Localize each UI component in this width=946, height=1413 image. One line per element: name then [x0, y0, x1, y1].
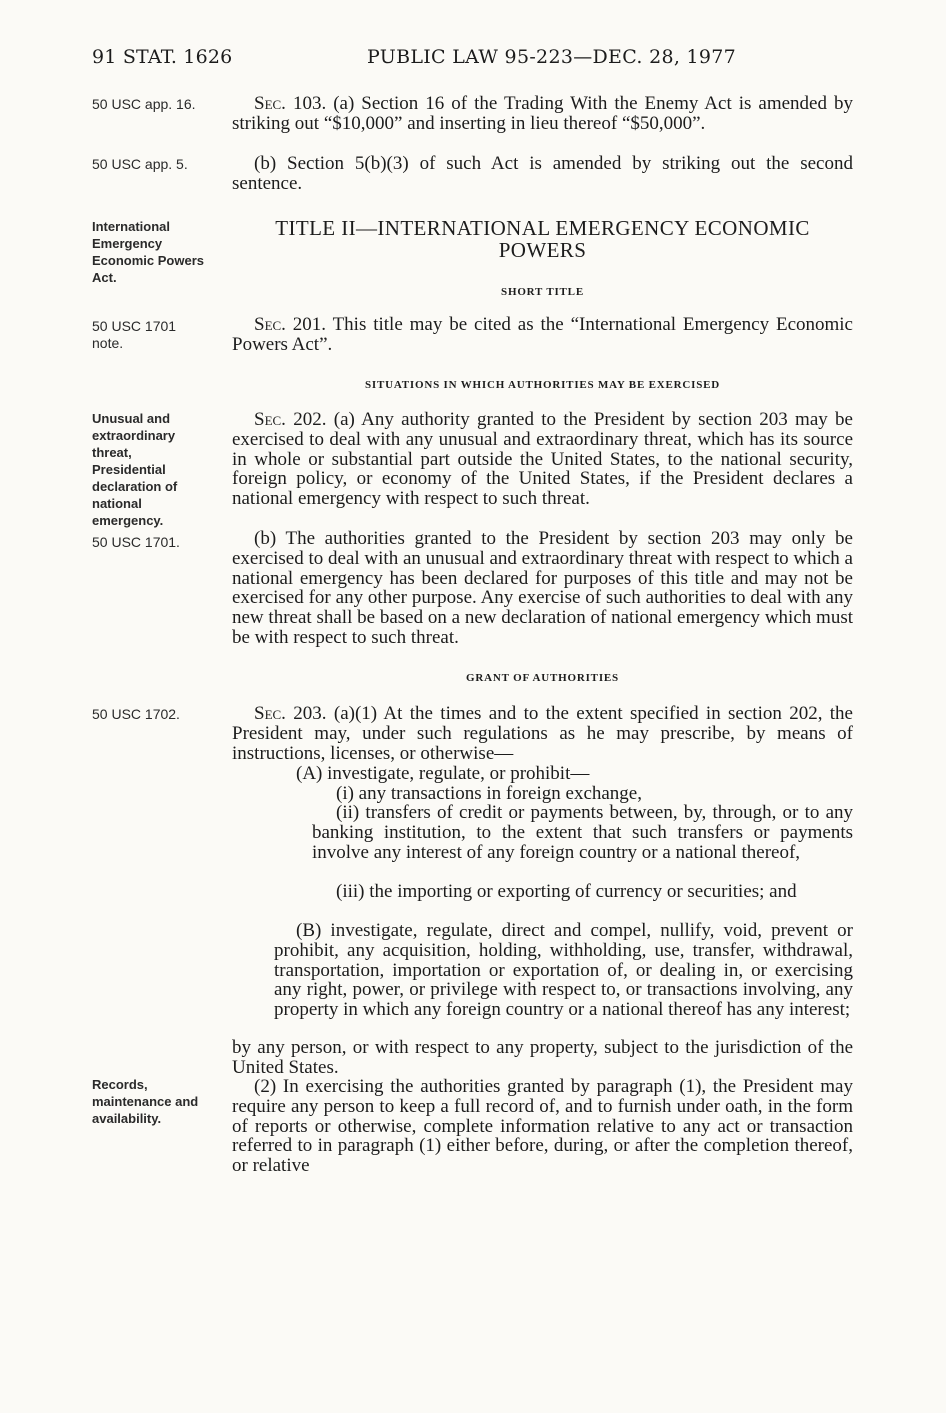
short-title-heading: SHORT TITLE — [501, 286, 584, 298]
sec-103-b: (b) Section 5(b)(3) of such Act is amended by striking out the second sentence. — [232, 153, 853, 194]
sec-103-a — [232, 94, 853, 134]
sec-202-b: (b) The authorities granted to the President by section 203 may only be exercised to deal with an unusual and extraordinary threat with respect to which a national emergency has been declared for purposes of this title and may not be exercised for any other purpose. Any exercise of such authorities to deal with any new threat shall be based on a new declaration of national emergency which must be with respect to such threat. — [232, 528, 853, 648]
sec-203-a-2: (2) In exercising the authorities granted by paragraph (1), the President may require any person to keep a full record of, and to furnish under oath, in the form of reports or otherwise, complete information relative to any act or transaction referred to in paragraph (1) either before, during, or after the completion thereof, or relative — [232, 1076, 853, 1177]
sec-201 — [232, 315, 853, 355]
margin-note-usc-app-16: 50 USC app. 16. — [92, 96, 196, 112]
margin-note-1701-note: 50 USC 1701 note. — [92, 318, 177, 351]
margin-note-records: Records, maintenance and availability. — [92, 1077, 199, 1126]
clause-ii: (ii) transfers of credit or payments between, by, through, or to any banking institution, to the extent that such transfers or payments involve any interest of any foreign country or a national thereof, — [312, 802, 853, 863]
margin-note-usc-1701: 50 USC 1701. — [92, 534, 180, 550]
clause-A: (A) investigate, regulate, or prohibit— — [296, 763, 590, 784]
section-label: Sec. — [254, 703, 286, 724]
statute-page-number: 91 STAT. 1626 — [92, 46, 233, 68]
margin-note-ieepa: International Emergency Economic Powers Act. — [92, 219, 204, 285]
sec-203-closing: by any person, or with respect to any property, subject to the jurisdiction of the United States. — [232, 1037, 853, 1078]
section-label: Sec. — [254, 93, 286, 114]
sec-203-a-1 — [232, 704, 853, 763]
sec-203-intro-text: 203. (a)(1) At the times and to the extent specified in section 202, the President may, under such regulations as he may prescribe, by means of instructions, licenses, or otherwise— — [232, 703, 853, 764]
margin-note-emergency-declaration: Unusual and extraordinary threat, Presidential declaration of national emergency. — [92, 411, 178, 528]
situations-heading: SITUATIONS IN WHICH AUTHORITIES MAY BE EXERCISED — [364, 379, 721, 391]
margin-note-usc-app-5: 50 USC app. 5. — [92, 156, 188, 172]
clause-B: (B) investigate, regulate, direct and compel, nullify, void, prevent or prohibit, any acquisition, holding, withholding, use, transfer, withdrawal, transportation, importation or exportation of, or dealing in, or exercising any right, power, or privilege with respect to, or transactions involving, any property in which any foreign country or a national thereof has any interest; — [274, 920, 853, 1021]
running-header — [92, 46, 854, 76]
sec-202-a-text: 202. (a) Any authority granted to the President by section 203 may be exercised to deal with any unusual and extraordinary threat, which has its source in whole or substantial part outside the United States, to the national security, foreign policy, or economy of the United States, if the President declares a national emergency with respect to such threat. — [232, 409, 853, 510]
sec-202-a — [232, 410, 853, 509]
grant-heading: GRANT OF AUTHORITIES — [466, 672, 619, 684]
margin-note-usc-1702: 50 USC 1702. — [92, 706, 180, 722]
sec-201-text: 201. This title may be cited as the “International Emergency Economic Powers Act”. — [232, 314, 853, 355]
clause-iii: (iii) the importing or exporting of currency or securities; and — [336, 881, 797, 902]
sec-103-a-text: 103. (a) Section 16 of the Trading With the Enemy Act is amended by striking out “$10,000” and inserting in lieu thereof “$50,000”. — [232, 93, 853, 134]
title-ii-heading-line1: TITLE II—INTERNATIONAL EMERGENCY ECONOMIC — [275, 216, 810, 240]
public-law-citation: PUBLIC LAW 95-223—DEC. 28, 1977 — [367, 46, 737, 68]
title-ii-heading-line2: POWERS — [498, 238, 587, 262]
section-label: Sec. — [254, 409, 286, 430]
section-label: Sec. — [254, 314, 286, 335]
clause-i: (i) any transactions in foreign exchange, — [336, 783, 642, 804]
